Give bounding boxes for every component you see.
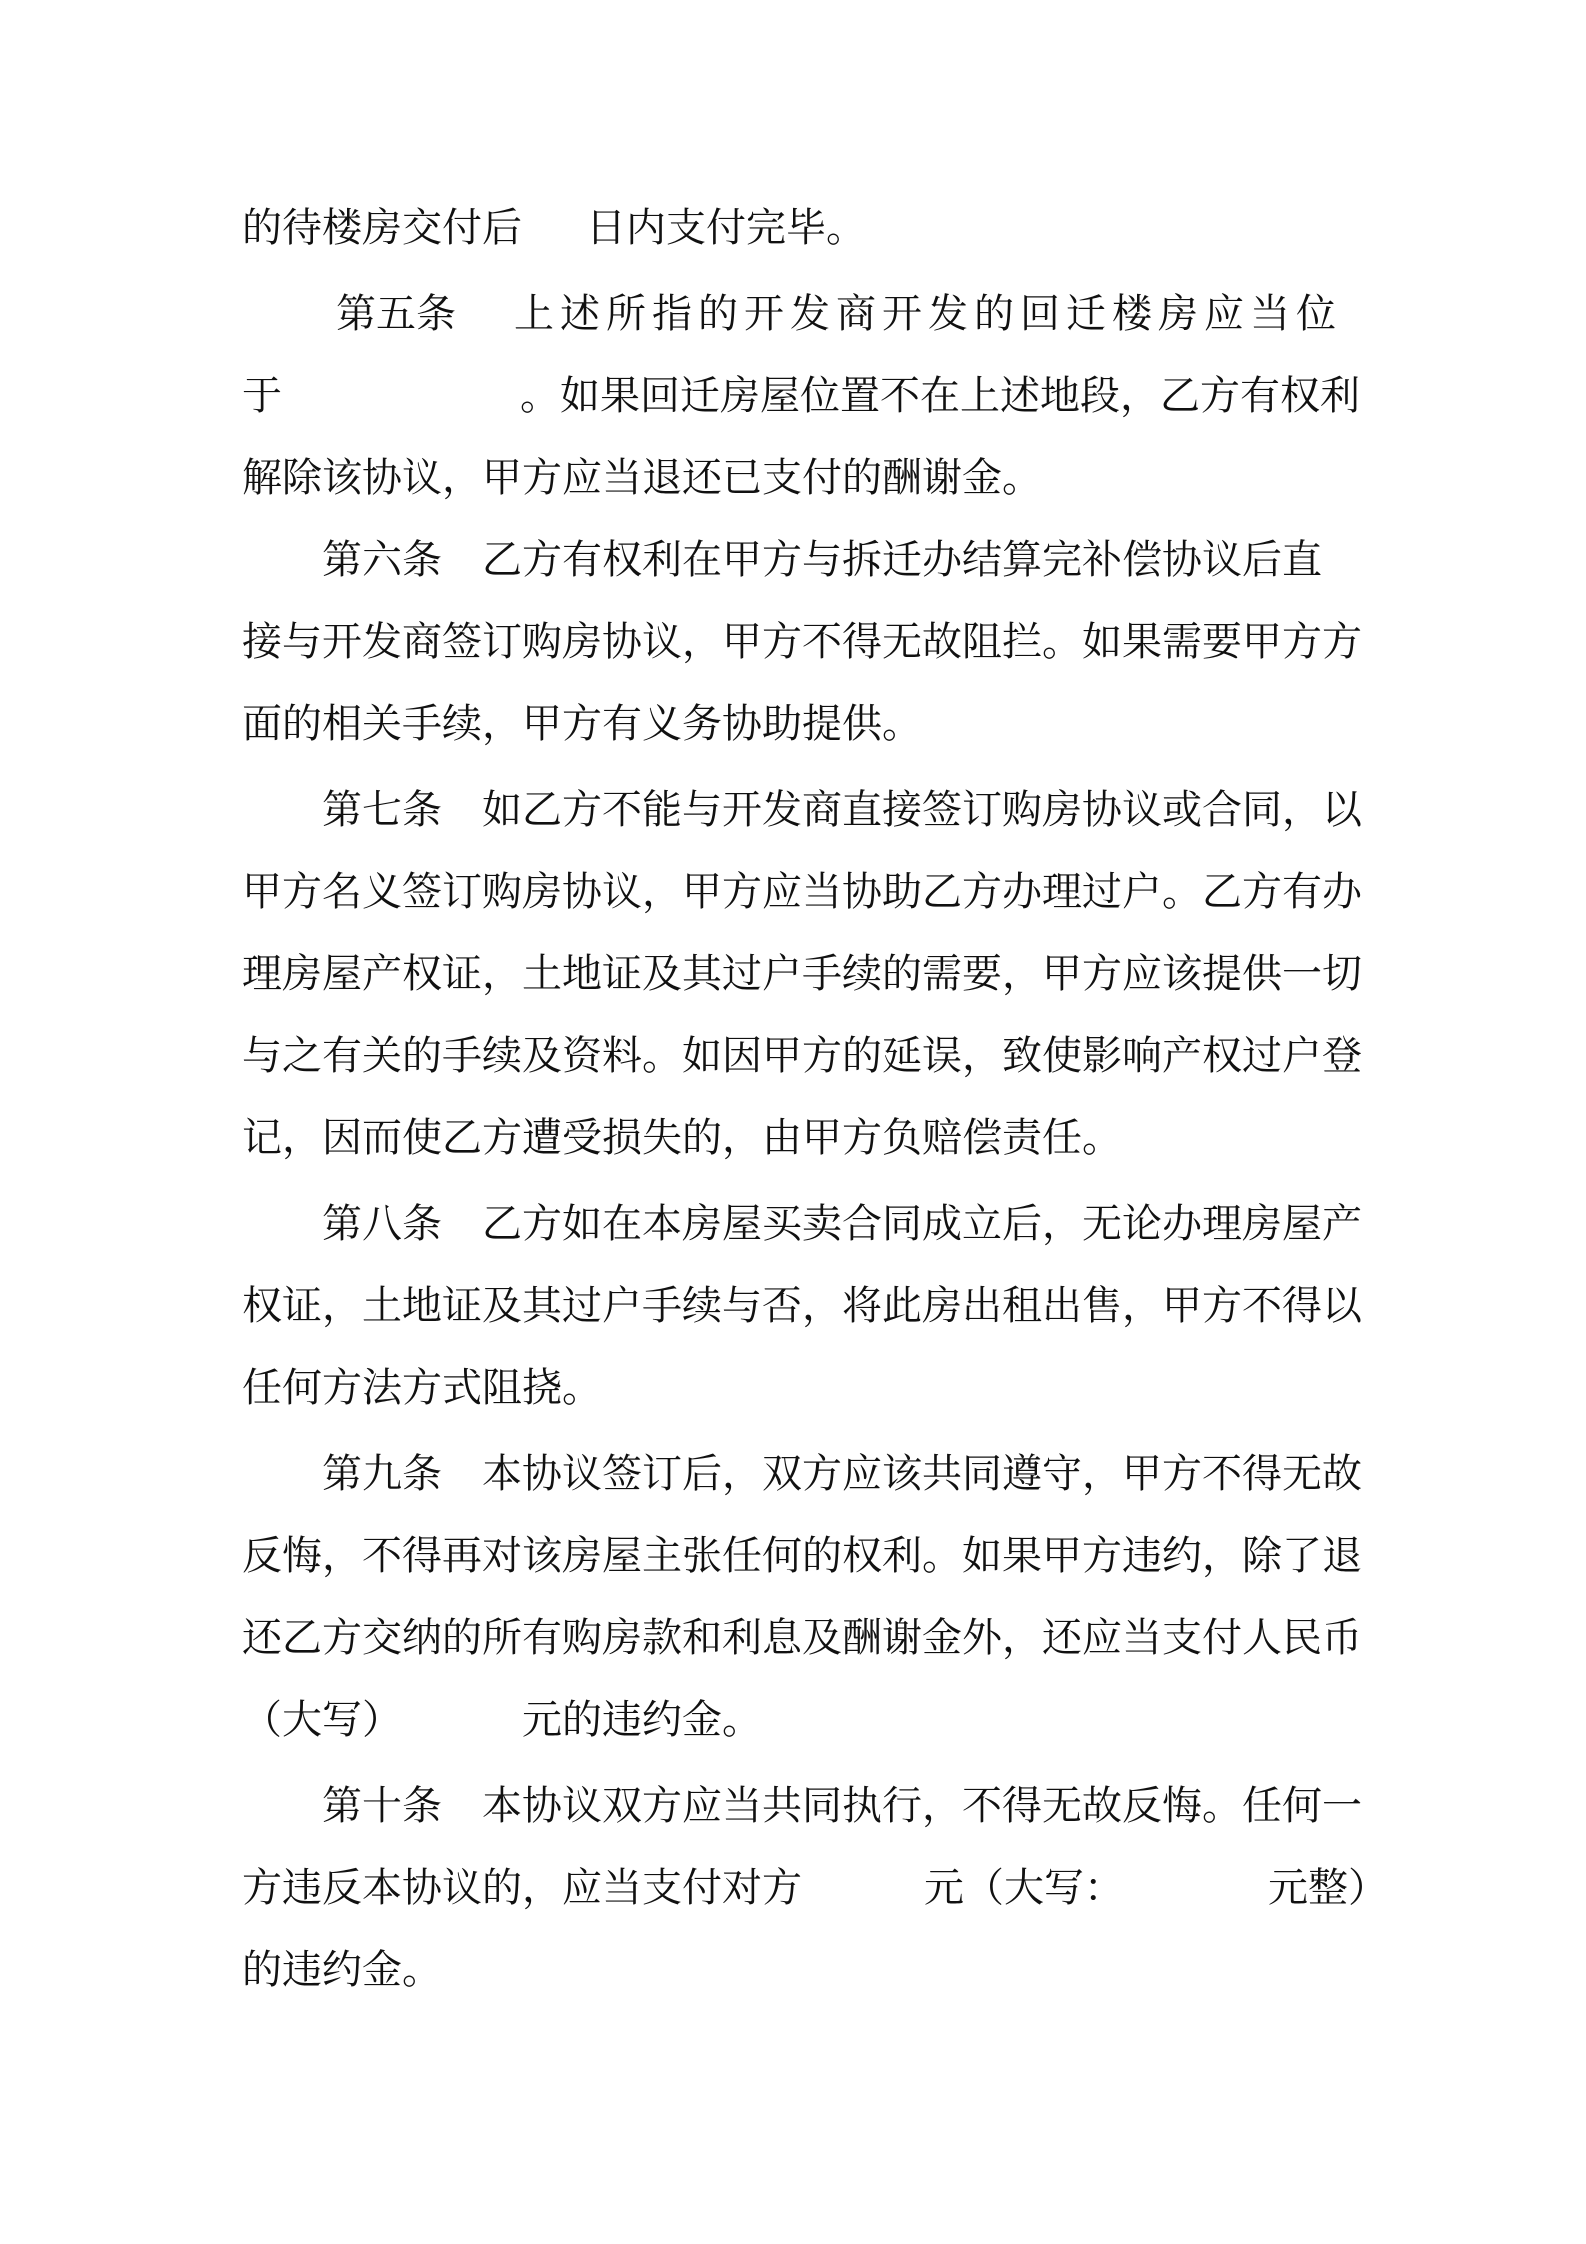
article-6-line-1 (322, 536, 1360, 584)
article-label: 第十条 (322, 1783, 442, 1829)
text-fragment: 方违反本协议的，应当支付对方 (242, 1865, 802, 1911)
text-fragment: 。如果回迁房屋位置不在上述地段，乙方有权利 (520, 373, 1360, 419)
article-7-line-2: 甲方名义签订购房协议，甲方应当协助乙方办理过户。乙方有办 (242, 869, 1362, 915)
text-fragment: 元整） (1268, 1865, 1388, 1911)
article-label: 第八条 (322, 1201, 442, 1247)
article-text: 如乙方不能与开发商直接签订购房协议或合同，以 (482, 787, 1362, 833)
article-text: 本协议签订后，双方应该共同遵守，甲方不得无故 (482, 1451, 1362, 1497)
article-label: 第九条 (322, 1451, 442, 1497)
article-5-line-1 (336, 290, 1360, 338)
text-fragment: （大写） (242, 1697, 402, 1743)
article-8-line-2: 权证，土地证及其过户手续与否，将此房出租出售，甲方不得以 (242, 1283, 1362, 1329)
article-7-line-3: 理房屋产权证，土地证及其过户手续的需要，甲方应该提供一切 (242, 951, 1362, 997)
article-7-line-5: 记，因而使乙方遭受损失的，由甲方负赔偿责任。 (242, 1115, 1122, 1161)
article-7-line-4: 与之有关的手续及资料。如因甲方的延误，致使影响产权过户登 (242, 1033, 1362, 1079)
article-label: 第六条 (322, 537, 442, 583)
article-9-line-4 (242, 1696, 1360, 1744)
text-fragment: 上述所指的开发商开发的回迁楼房应当位 (514, 291, 1342, 337)
article-9-line-1 (322, 1450, 1360, 1498)
article-5-line-3: 解除该协议，甲方应当退还已支付的酬谢金。 (242, 455, 1042, 501)
article-text (456, 290, 1360, 338)
article-7-line-1 (322, 786, 1360, 834)
article-6-line-2: 接与开发商签订购房协议，甲方不得无故阻拦。如果需要甲方方 (242, 619, 1362, 665)
paragraph-line (242, 204, 1360, 252)
text-fragment: 元（大写： (924, 1865, 1124, 1911)
article-10-line-1 (322, 1782, 1360, 1830)
article-text: 乙方如在本房屋买卖合同成立后，无论办理房屋产 (482, 1201, 1362, 1247)
article-5-line-2 (242, 372, 1360, 420)
article-text: 本协议双方应当共同执行，不得无故反悔。任何一 (482, 1783, 1362, 1829)
article-8-line-1 (322, 1200, 1360, 1248)
article-9-line-3: 还乙方交纳的所有购房款和利息及酬谢金外，还应当支付人民币 (242, 1615, 1362, 1661)
article-8-line-3: 任何方法方式阻挠。 (242, 1365, 602, 1411)
article-9-line-2: 反悔，不得再对该房屋主张任何的权利。如果甲方违约，除了退 (242, 1533, 1362, 1579)
article-10-line-2 (242, 1864, 1388, 1912)
article-text: 乙方有权利在甲方与拆迁办结算完补偿协议后直 (482, 537, 1322, 583)
article-10-line-3: 的违约金。 (242, 1947, 442, 1993)
text-fragment: 的待楼房交付后 (242, 205, 522, 251)
text-fragment: 日内支付完毕。 (586, 205, 866, 251)
article-label: 第五条 (336, 291, 456, 337)
text-fragment: 于 (242, 373, 282, 419)
text-fragment: 元的违约金。 (522, 1697, 762, 1743)
article-6-line-3: 面的相关手续，甲方有义务协助提供。 (242, 701, 922, 747)
article-label: 第七条 (322, 787, 442, 833)
